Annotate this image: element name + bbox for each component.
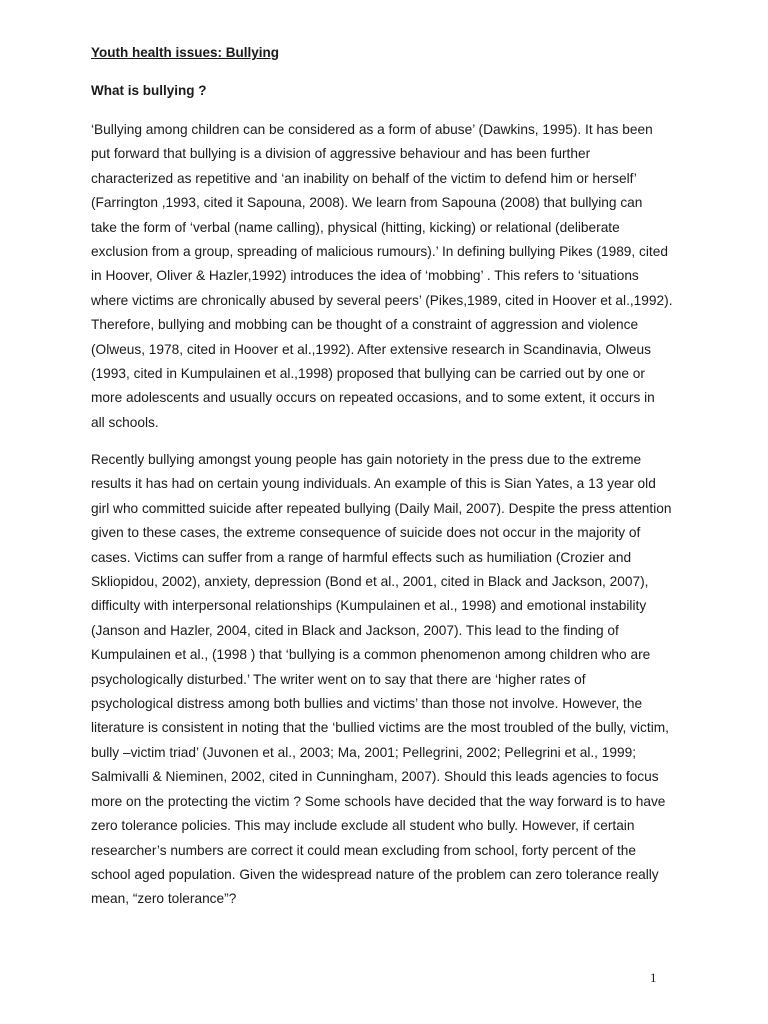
paragraph-line: put forward that bullying is a division of aggressive behaviour and has been further <box>91 146 591 162</box>
paragraph-line: mean, “zero tolerance”? <box>91 891 237 907</box>
paragraph-line: school aged population. Given the widespread nature of the problem can zero tolerance really <box>91 866 659 882</box>
paragraph-line: difficulty with interpersonal relationships (Kumpulainen et al., 1998) and emotional instability <box>91 598 647 614</box>
paragraph-line: exclusion from a group, spreading of malicious rumours).’ In defining bullying Pikes (1989, cited <box>91 244 668 260</box>
paragraph-line: zero tolerance policies. This may include exclude all student who bully. However, if certain <box>91 818 635 834</box>
paragraph-line: Recently bullying amongst young people has gain notoriety in the press due to the extreme <box>91 452 642 467</box>
document-title: Youth health issues: Bullying <box>91 45 280 60</box>
paragraph-line: psychologically disturbed.’ The writer went on to say that there are ‘higher rates of <box>91 671 586 687</box>
paragraph-line: more on the protecting the victim ? Some schools have decided that the way forward is to have <box>91 793 666 809</box>
paragraph-line: Therefore, bullying and mobbing can be thought of a constraint of aggression and violence <box>91 317 639 333</box>
paragraph-line: more adolescents and usually occurs on repeated occasions, and to some extent, it occurs in <box>91 390 655 406</box>
paragraph-line: (Farrington ,1993, cited it Sapouna, 2008). We learn from Sapouna (2008) that bullying can <box>91 195 643 211</box>
paragraph-line: literature is consistent in noting that the ‘bullied victims are the most troubled of the bully, victim, <box>91 720 669 736</box>
paragraph-line: bully –victim triad’ (Juvonen et al., 2003; Ma, 2001; Pellegrini, 2002; Pellegrini et al., 1999; <box>91 744 637 760</box>
paragraph-line: all schools. <box>91 414 159 430</box>
paragraph-line: take the form of ‘verbal (name calling), physical (hitting, kicking) or relational (deliberate <box>91 219 620 235</box>
paragraph-definition <box>91 118 691 435</box>
paragraph-line: characterized as repetitive and ‘an inability on behalf of the victim to defend him or herself’ <box>91 170 637 186</box>
paragraph-line: Salmivalli & Nieminen, 2002, cited in Cunningham, 2007). Should this leads agencies to focus <box>91 769 659 785</box>
paragraph-line: psychological distress among both bullies and victims’ than those not involve. However, the <box>91 696 643 712</box>
paragraph-line: results it has had on certain young individuals. An example of this is Sian Yates, a 13 year old <box>91 476 656 492</box>
paragraph-line: (Janson and Hazler, 2004, cited in Black and Jackson, 2007). This lead to the finding of <box>91 622 619 638</box>
paragraph-line: in Hoover, Oliver & Hazler,1992) introduces the idea of ‘mobbing’ . This refers to ‘situations <box>91 268 639 284</box>
paragraph-line: (Olweus, 1978, cited in Hoover et al.,1992). After extensive research in Scandinavia, Olweus <box>91 341 651 357</box>
page-number: 1 <box>650 970 657 985</box>
paragraph-line: Skliopidou, 2002), anxiety, depression (Bond et al., 2001, cited in Black and Jackson, 2007), <box>91 574 649 590</box>
paragraph-line: Kumpulainen et al., (1998 ) that ‘bullying is a common phenomenon among children who are <box>91 647 651 663</box>
paragraph-line: given to these cases, the extreme consequence of suicide does not occur in the majority of <box>91 525 641 541</box>
paragraph-line: cases. Victims can suffer from a range of harmful effects such as humiliation (Crozier and <box>91 549 632 565</box>
paragraph-line: (1993, cited in Kumpulainen et al.,1998) proposed that bullying can be carried out by one or <box>91 366 645 382</box>
paragraph-line: researcher’s numbers are correct it could mean excluding from school, forty percent of the <box>91 842 636 858</box>
section-heading: What is bullying ? <box>91 83 207 98</box>
paragraph-line: girl who committed suicide after repeated bullying (Daily Mail, 2007). Despite the press attention <box>91 500 672 516</box>
paragraph-line: ‘Bullying among children can be considered as a form of abuse’ (Dawkins, 1995). It has been <box>91 122 653 137</box>
paragraph-line: where victims are chronically abused by several peers’ (Pikes,1989, cited in Hoover et al.,1992). <box>91 292 673 308</box>
paragraph-effects <box>91 448 691 912</box>
